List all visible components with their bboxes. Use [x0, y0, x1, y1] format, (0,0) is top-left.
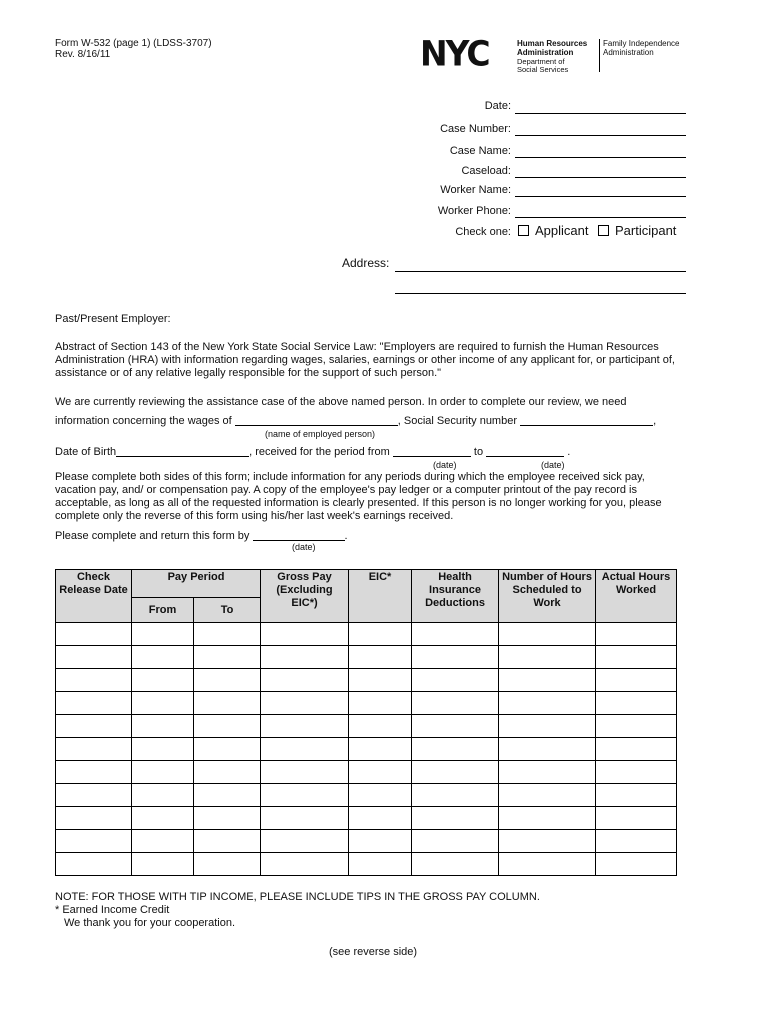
table-cell[interactable] — [261, 646, 349, 669]
table-cell[interactable] — [499, 853, 596, 876]
col-health-insurance: Health Insurance Deductions — [412, 570, 499, 623]
abstract-paragraph: Abstract of Section 143 of the New York State Social Service Law: "Employers are required to furnish the Human Resources Administration (HRA) with information regarding wages, salaries, earnings or other income of any applicant for, or participant of, assistance or of any relative legally responsible for the support of such person." — [55, 341, 675, 379]
table-cell[interactable] — [261, 623, 349, 646]
table-cell[interactable] — [261, 715, 349, 738]
table-cell[interactable] — [194, 738, 261, 761]
name-caption: (name of employed person) — [265, 429, 376, 439]
table-row — [56, 853, 677, 876]
date-field[interactable] — [515, 113, 686, 114]
table-row — [56, 807, 677, 830]
participant-checkbox[interactable] — [598, 225, 609, 236]
table-cell[interactable] — [56, 784, 132, 807]
participant-label: Participant — [615, 223, 677, 238]
col-pay-period: Pay Period — [132, 570, 261, 598]
table-cell[interactable] — [499, 692, 596, 715]
worker-phone-field[interactable] — [515, 217, 686, 218]
table-cell[interactable] — [349, 646, 412, 669]
wages-prefix: information concerning the wages of — [55, 415, 232, 427]
period-to-caption: (date) — [541, 460, 565, 470]
table-row — [56, 646, 677, 669]
table-cell[interactable] — [132, 623, 194, 646]
table-cell[interactable] — [349, 738, 412, 761]
table-cell[interactable] — [412, 646, 499, 669]
table-row — [56, 715, 677, 738]
case-name-field[interactable] — [515, 157, 686, 158]
table-cell[interactable] — [499, 830, 596, 853]
table-cell[interactable] — [56, 623, 132, 646]
table-cell[interactable] — [596, 669, 677, 692]
case-name-label: Case Name: — [449, 145, 511, 157]
table-cell[interactable] — [499, 761, 596, 784]
table-cell[interactable] — [349, 623, 412, 646]
table-cell[interactable] — [596, 738, 677, 761]
table-cell[interactable] — [596, 853, 677, 876]
hra-line1: Human Resources — [517, 39, 588, 48]
applicant-label: Applicant — [535, 223, 589, 238]
dob-field[interactable] — [116, 445, 249, 457]
table-cell[interactable] — [499, 646, 596, 669]
see-reverse-note: (see reverse side) — [329, 946, 418, 958]
table-cell[interactable] — [56, 646, 132, 669]
fia-line2: Administration — [603, 48, 654, 57]
table-cell[interactable] — [56, 807, 132, 830]
table-cell[interactable] — [132, 761, 194, 784]
worker-name-field[interactable] — [515, 196, 686, 197]
table-cell[interactable] — [194, 807, 261, 830]
review-intro: We are currently reviewing the assistance case of the above named person. In order to complete our review, we need — [55, 396, 627, 408]
col-from: From — [132, 598, 194, 623]
worker-phone-label: Worker Phone: — [437, 205, 511, 217]
table-cell[interactable] — [56, 715, 132, 738]
nyc-hra-logo — [420, 33, 690, 77]
employer-label: Past/Present Employer: — [55, 313, 171, 325]
table-cell[interactable] — [349, 669, 412, 692]
table-row — [56, 623, 677, 646]
table-cell[interactable] — [596, 692, 677, 715]
worker-name-label: Worker Name: — [440, 184, 511, 196]
caseload-field[interactable] — [515, 177, 686, 178]
col-eic: EIC* — [349, 570, 412, 623]
table-cell[interactable] — [412, 830, 499, 853]
table-cell[interactable] — [499, 784, 596, 807]
table-cell[interactable] — [349, 830, 412, 853]
table-cell[interactable] — [261, 761, 349, 784]
table-cell[interactable] — [349, 853, 412, 876]
table-cell[interactable] — [194, 830, 261, 853]
table-cell[interactable] — [412, 853, 499, 876]
table-cell[interactable] — [56, 738, 132, 761]
table-cell[interactable] — [194, 761, 261, 784]
table-cell[interactable] — [56, 761, 132, 784]
dss-line1: Department of — [517, 57, 565, 66]
ssn-comma: , — [653, 415, 657, 427]
table-cell[interactable] — [261, 738, 349, 761]
table-cell[interactable] — [349, 784, 412, 807]
participant-option[interactable] — [598, 223, 676, 238]
table-row — [56, 761, 677, 784]
fia-line1: Family Independence — [603, 39, 680, 48]
table-cell[interactable] — [499, 715, 596, 738]
table-cell[interactable] — [596, 761, 677, 784]
to-label: to — [473, 446, 484, 458]
col-hours-scheduled: Number of Hours Scheduled to Work — [499, 570, 596, 623]
table-cell[interactable] — [499, 669, 596, 692]
table-cell[interactable] — [349, 715, 412, 738]
period-to-field[interactable] — [486, 445, 564, 457]
table-cell[interactable] — [596, 784, 677, 807]
table-cell[interactable] — [56, 669, 132, 692]
address-line-2[interactable] — [395, 293, 686, 294]
table-cell[interactable] — [194, 692, 261, 715]
address-label: Address: — [342, 256, 390, 270]
table-cell[interactable] — [412, 807, 499, 830]
dss-line2: Social Services — [517, 65, 569, 74]
table-cell[interactable] — [194, 853, 261, 876]
table-cell[interactable] — [261, 692, 349, 715]
table-cell[interactable] — [596, 830, 677, 853]
table-cell[interactable] — [261, 807, 349, 830]
applicant-option[interactable] — [518, 223, 588, 238]
table-cell[interactable] — [412, 715, 499, 738]
instructions-paragraph: Please complete both sides of this form; include information for any periods during which the employee received sick pay, vacation pay, and/ or compensation pay. A copy of the employee's pay ledger or a computer printout of the pay record is acceptable, as long as all of the requested information is clearly presented. If this person is no longer working for you, please complete only the reverse of this form using his/her last week's earnings received. — [55, 471, 662, 522]
applicant-checkbox[interactable] — [518, 225, 529, 236]
hra-line2: Administration — [517, 48, 574, 57]
table-cell[interactable] — [412, 623, 499, 646]
table-cell[interactable] — [132, 807, 194, 830]
table-cell[interactable] — [261, 784, 349, 807]
return-by-label: Please complete and return this form by — [55, 530, 250, 542]
table-cell[interactable] — [412, 669, 499, 692]
table-cell[interactable] — [261, 669, 349, 692]
dob-line — [55, 445, 570, 459]
table-cell[interactable] — [132, 853, 194, 876]
table-cell[interactable] — [56, 692, 132, 715]
case-number-field[interactable] — [515, 135, 686, 136]
thank-you-note: We thank you for your cooperation. — [64, 917, 236, 929]
table-cell[interactable] — [596, 715, 677, 738]
period-end: . — [567, 446, 571, 458]
table-cell[interactable] — [412, 761, 499, 784]
tip-income-note: NOTE: FOR THOSE WITH TIP INCOME, PLEASE INCLUDE TIPS IN THE GROSS PAY COLUMN. — [55, 891, 540, 903]
table-cell[interactable] — [499, 623, 596, 646]
table-cell[interactable] — [261, 830, 349, 853]
table-cell[interactable] — [596, 807, 677, 830]
return-by-line — [55, 529, 348, 543]
table-cell[interactable] — [194, 784, 261, 807]
period-label: , received for the period from — [249, 446, 390, 458]
table-cell[interactable] — [56, 830, 132, 853]
nyc-logo: NYC — [420, 33, 489, 74]
table-row — [56, 830, 677, 853]
table-cell[interactable] — [349, 807, 412, 830]
table-cell[interactable] — [349, 761, 412, 784]
eic-footnote: * Earned Income Credit — [55, 904, 170, 916]
table-cell[interactable] — [261, 853, 349, 876]
wages-line — [55, 414, 656, 428]
table-cell[interactable] — [596, 646, 677, 669]
period-from-field[interactable] — [393, 445, 471, 457]
table-cell[interactable] — [412, 784, 499, 807]
logo-divider — [599, 39, 600, 72]
table-cell[interactable] — [412, 738, 499, 761]
date-label: Date: — [484, 100, 511, 112]
table-cell[interactable] — [194, 646, 261, 669]
table-cell[interactable] — [194, 669, 261, 692]
table-cell[interactable] — [132, 715, 194, 738]
table-cell[interactable] — [499, 738, 596, 761]
col-to: To — [194, 598, 261, 623]
table-cell[interactable] — [349, 692, 412, 715]
col-check-release-date: Check Release Date — [56, 570, 132, 623]
return-by-caption: (date) — [292, 542, 316, 552]
revision-date: Rev. 8/16/11 — [55, 49, 111, 60]
table-cell[interactable] — [499, 807, 596, 830]
table-cell[interactable] — [194, 715, 261, 738]
period-from-caption: (date) — [433, 460, 457, 470]
check-one-label: Check one: — [455, 226, 511, 238]
employee-name-field[interactable] — [235, 414, 398, 426]
dob-label: Date of Birth — [55, 446, 117, 458]
caseload-label: Caseload: — [461, 165, 511, 177]
table-row — [56, 784, 677, 807]
return-by-end: . — [344, 530, 348, 542]
table-cell[interactable] — [132, 738, 194, 761]
table-cell[interactable] — [412, 692, 499, 715]
table-row — [56, 669, 677, 692]
col-gross-pay: Gross Pay (Excluding EIC*) — [261, 570, 349, 623]
table-cell[interactable] — [132, 646, 194, 669]
table-row — [56, 738, 677, 761]
table-cell[interactable] — [132, 669, 194, 692]
case-number-label: Case Number: — [440, 123, 511, 135]
pay-record-table — [55, 569, 677, 876]
table-row — [56, 692, 677, 715]
table-cell[interactable] — [596, 623, 677, 646]
return-by-date-field[interactable] — [253, 529, 345, 541]
ssn-field[interactable] — [520, 414, 653, 426]
form-id: Form W-532 (page 1) (LDSS-3707) — [55, 38, 212, 49]
ssn-label: , Social Security number — [397, 415, 517, 427]
table-cell[interactable] — [132, 784, 194, 807]
table-cell[interactable] — [194, 623, 261, 646]
table-cell[interactable] — [56, 853, 132, 876]
col-hours-worked: Actual Hours Worked — [596, 570, 677, 623]
table-cell[interactable] — [132, 830, 194, 853]
table-cell[interactable] — [132, 692, 194, 715]
address-line-1[interactable] — [395, 271, 686, 272]
